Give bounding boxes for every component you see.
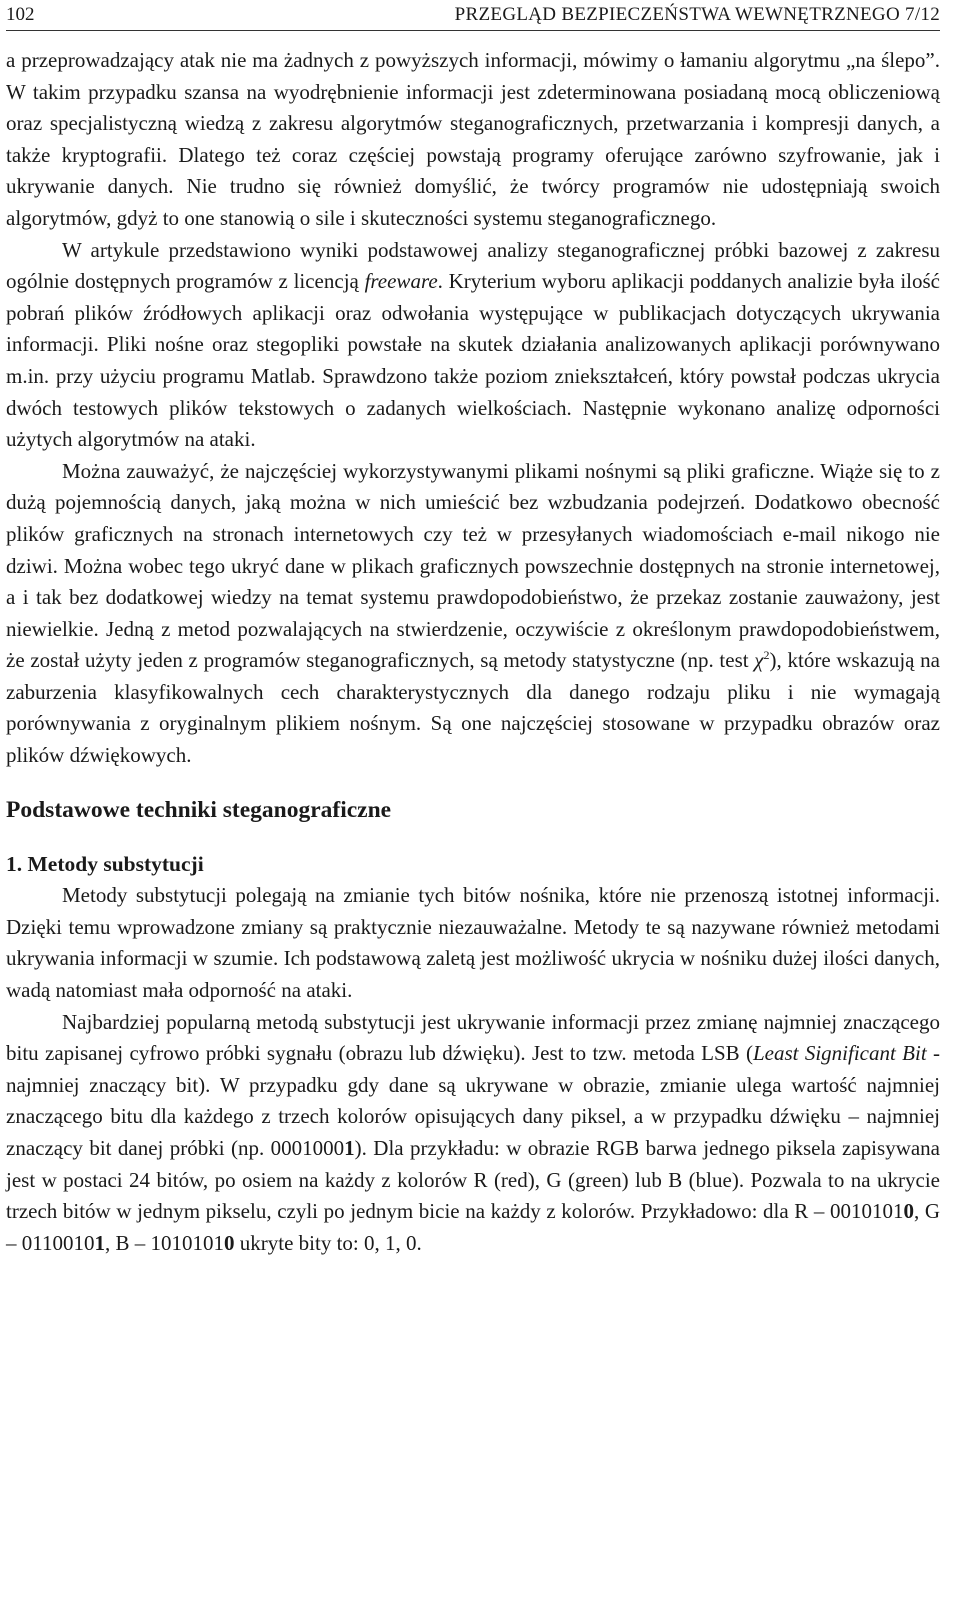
paragraph-3-text-b: ), które wskazują na zaburzenia klasyfikowalnych cech charakterystycznych dla danego rodzaju pliku i nie wymagają porównywania z oryginalnym plikiem nośnym. Są one najczęściej stosowane w przypadku obrazów oraz plików dźwiękowych. [6, 648, 940, 768]
bold-bit-1: 1 [344, 1136, 355, 1160]
page-number: 102 [6, 4, 35, 25]
running-title: PRZEGLĄD BEZPIECZEŃSTWA WEWNĘTRZNEGO 7/12 [454, 4, 940, 25]
section-heading: Podstawowe techniki steganograficzne [6, 796, 392, 823]
paragraph-2-text-a: W artykule przedstawiono wyniki podstawowej analizy steganograficznej próbki bazowej z zakresu ogólnie dostępnych programów z licencją [6, 237, 940, 294]
paragraph-5 [6, 1007, 940, 1260]
bold-bit-2: 0 [903, 1199, 914, 1224]
paragraph-3-text-a: Można zauważyć, że najczęściej wykorzystywanymi plikami nośnymi są pliki graficzne. Wiąże się to z dużą pojemnością danych, jaką można w nich umieścić bez wzbudzania podejrzeń. Dodatkowo obecność plików graficznych na stronach internetowych czy też w przesyłanych wiadomościach e-mail nikogo nie dziwi. Można wobec tego ukryć dane w plikach graficznych powszechnie dostępnych na stronie internetowej, a i tak bez dodatkowej wiedzy na temat systemu prawdopodobieństwo, że przekaz zostanie zauważony, jest niewielkie. Jedną z metod pozwalających na stwierdzenie, oczywiście z określonym prawdopodobieństwem, że został użyty jeden z programów steganograficznych, są metody statystyczne (np. test [6, 458, 940, 673]
subsection-heading: 1. Metody substytucji [6, 851, 204, 876]
paragraph-5-text-d: , G – 0110010 [6, 1199, 940, 1255]
freeware-term: freeware [364, 269, 438, 294]
paragraph-2-text-b: . Kryterium wyboru aplikacji poddanych analizie była ilość pobrań plików źródłowych aplikacji oraz odwołania występujące w publikacjach dotyczących ukrywania informacji. Pliki nośne oraz stegopliki powstałe na skutek działania analizowanych aplikacji porównywano m.in. przy użyciu programu Matlab. Sprawdzono także poziom zniekształceń, który powstał podczas ukrycia dwóch testowych plików tekstowych o zadanych wielkościach. Następnie wykonano analizę odporności użytych algorytmów na ataki. [6, 269, 940, 452]
chi-symbol: χ [754, 648, 764, 673]
bold-bit-3: 1 [94, 1230, 105, 1255]
article-body [6, 45, 940, 1259]
paragraph-3 [6, 456, 940, 772]
chi-superscript: 2 [763, 648, 770, 663]
paragraph-2 [6, 235, 940, 456]
lsb-term: Least Significant Bit [752, 1041, 927, 1066]
paragraph-5-text-a: Najbardziej popularną metodą substytucji jest ukrywanie informacji przez zmianę najmniej znaczącego bitu zapisanej cyfrowo próbki sygnału (obrazu lub dźwięku). Jest to tzw. metoda LSB ( [6, 1009, 940, 1066]
running-header [6, 0, 940, 31]
paragraph-4: Metody substytucji polegają na zmianie tych bitów nośnika, które nie przenoszą istotnej informacji. Dzięki temu wprowadzone zmiany są praktycznie niezauważalne. Metody te są nazywane również metodami ukrywania informacji w szumie. Ich podstawową zaletą jest możliwość ukrycia w nośniku dużej ilości danych, wadą natomiast mała odporność na ataki. [6, 883, 940, 1003]
paragraph-5-text-b: - najmniej znaczący bit). W przypadku gdy dane są ukrywane w obrazie, zmianie ulega wartość najmniej znaczącego bitu dla każdego z trzech kolorów opisujących dany piksel, a w przypadku dźwięku – najmniej znaczący bit danej próbki (np. 0001000 [6, 1041, 940, 1160]
bold-bit-4: 0 [224, 1230, 235, 1255]
paragraph-5-text-e: , B – 1010101 [104, 1230, 224, 1255]
paragraph-5-text-c: ). Dla przykładu: w obrazie RGB barwa jednego piksela zapisywana jest w postaci 24 bitów, po osiem na każdy z kolorów R (red), G (green) lub B (blue). Pozwala to na ukrycie trzech bitów w jednym pikselu, czyli po jednym bicie na każdy z kolorów. Przykładowo: dla R – 0010101 [6, 1136, 940, 1224]
paragraph-5-text-f: ukryte bity to: 0, 1, 0. [234, 1230, 422, 1255]
paragraph-1: a przeprowadzający atak nie ma żadnych z powyższych informacji, mówimy o łamaniu algorytmu „na ślepo”. W takim przypadku szansa na wyodrębnienie informacji jest zdeterminowana posiadaną mocą obliczeniową oraz specjalistyczną wiedzą z zakresu algorytmów steganograficznych, przetwarzania i kompresji danych, a także kryptografii. Dlatego też coraz częściej powstają programy oferujące zarówno szyfrowanie, jak i ukrywanie danych. Nie trudno się również domyślić, że twórcy programów nie udostępniają swoich algorytmów, gdyż to one stanowią o sile i skuteczności systemu steganograficznego. [6, 48, 940, 230]
